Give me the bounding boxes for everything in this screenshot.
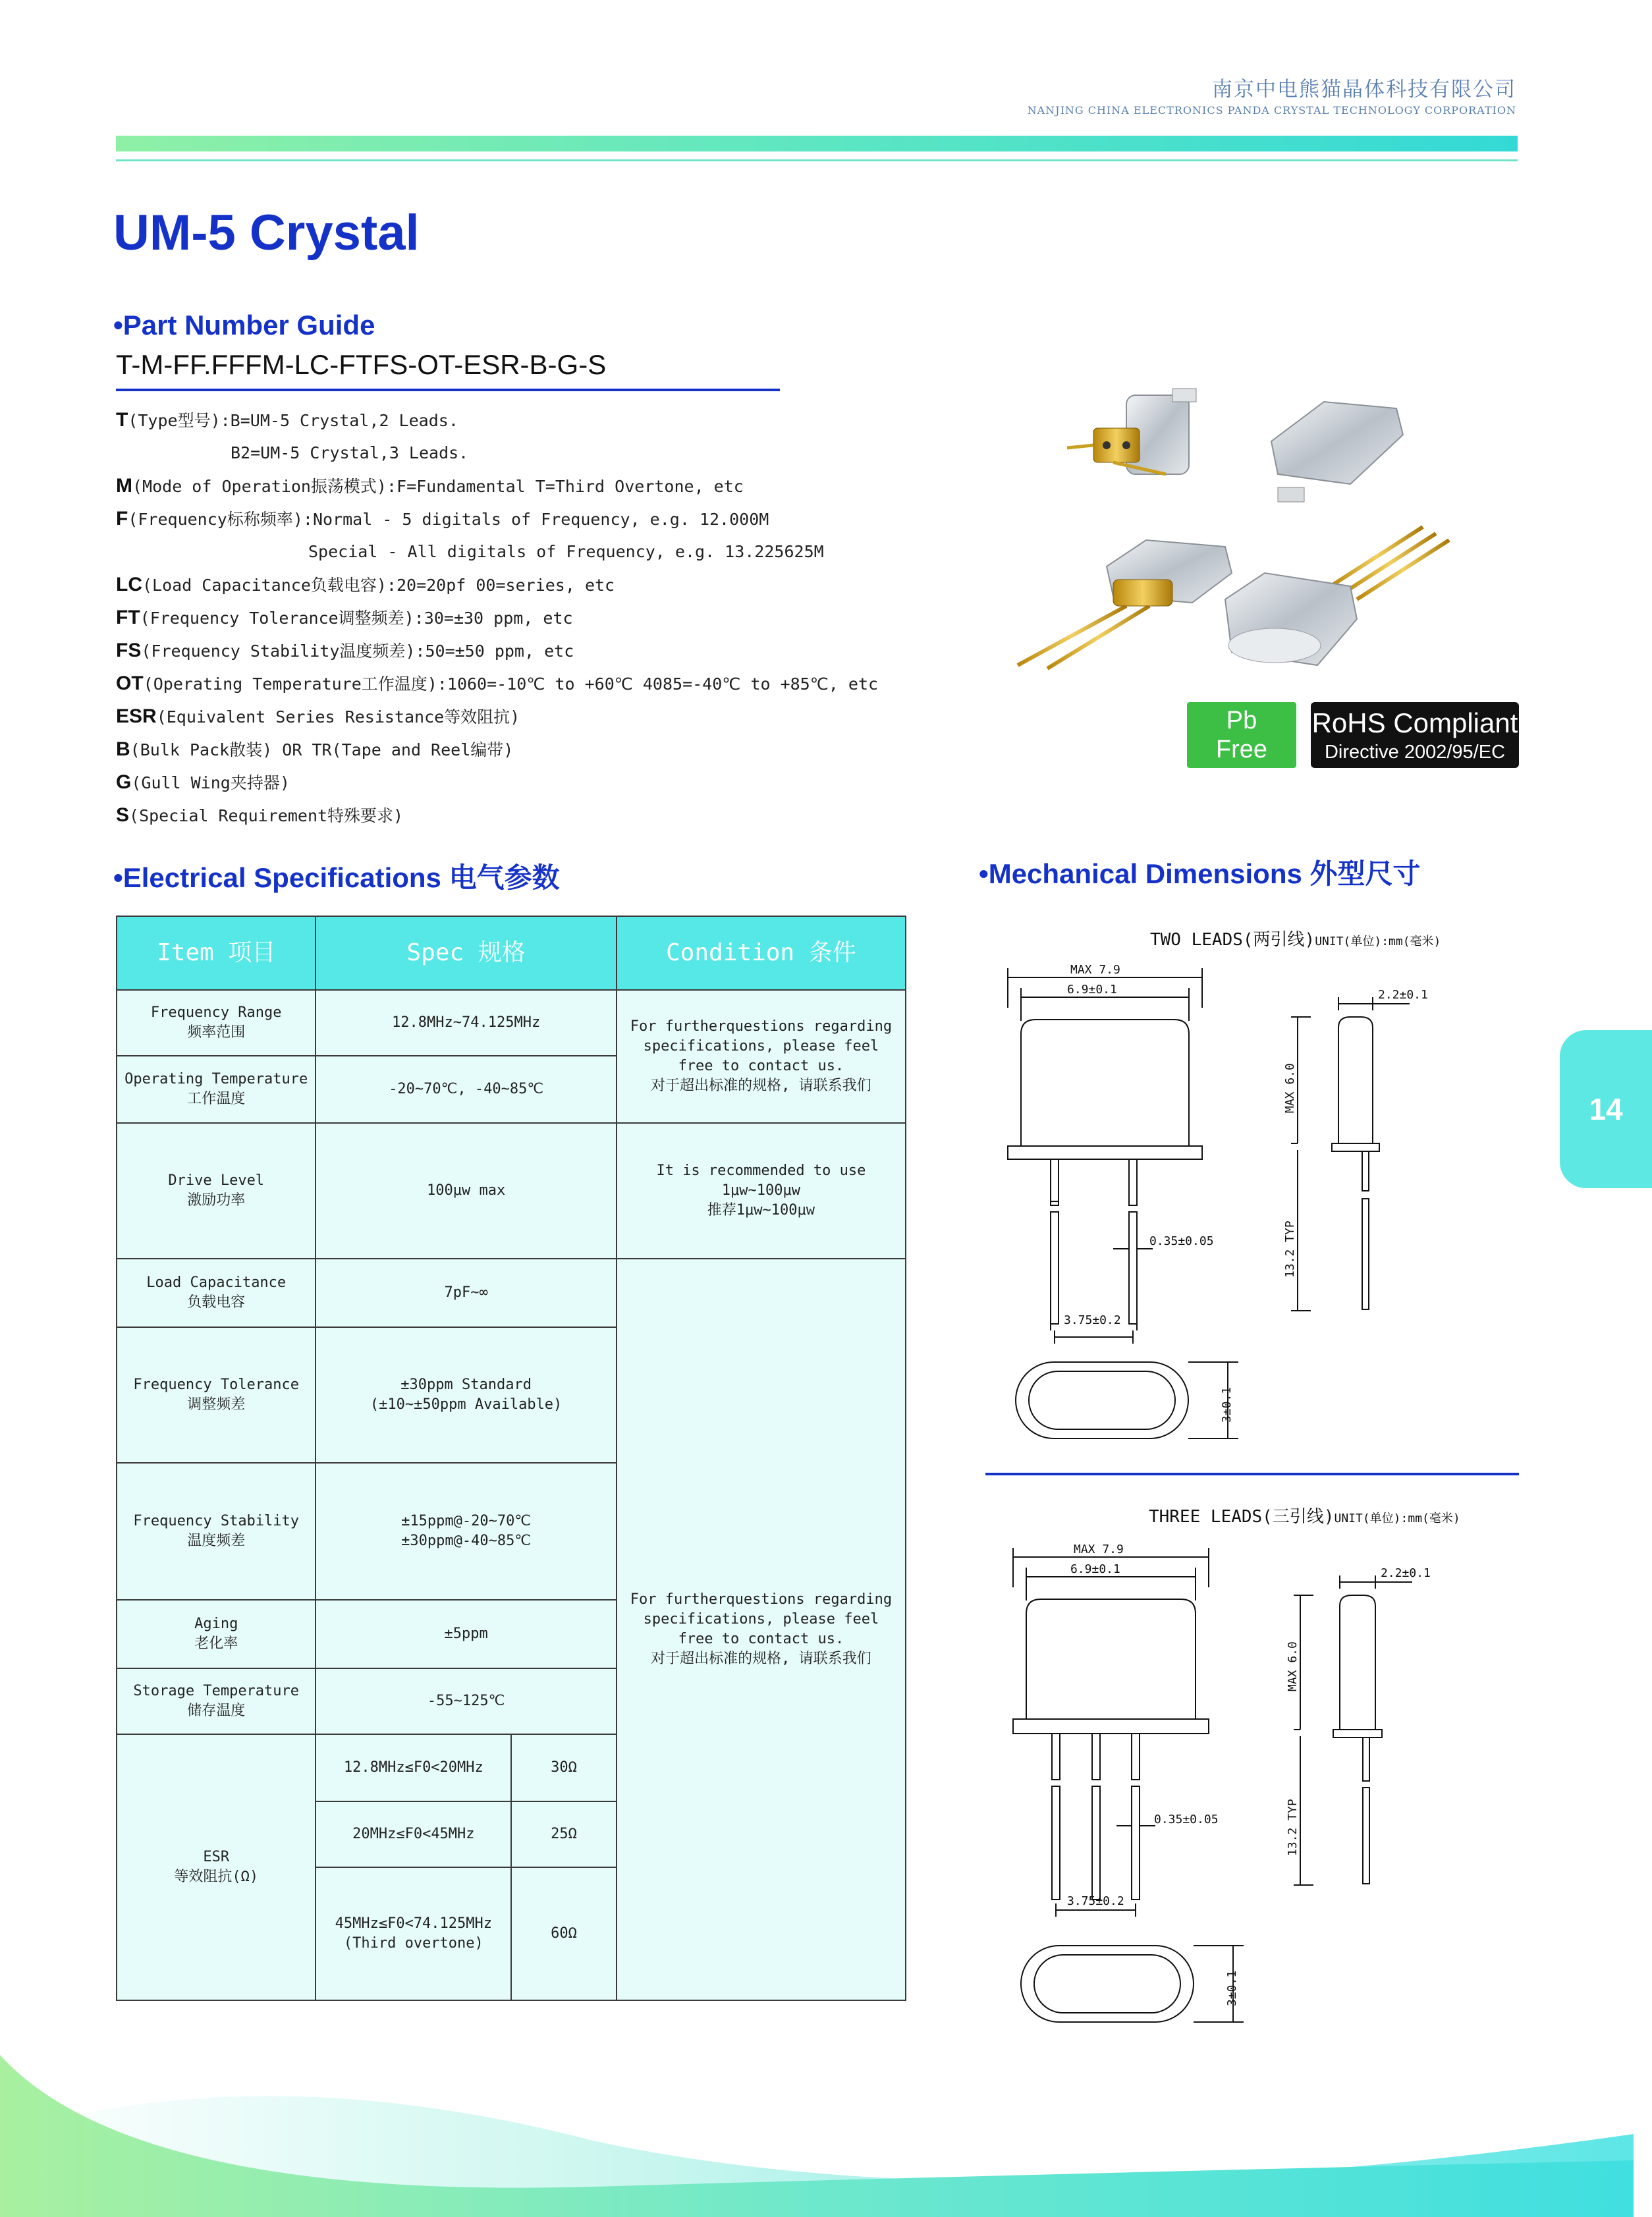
guide-row: B2=UM-5 Crystal,3 Leads. [231, 443, 469, 462]
part-number-guide [116, 407, 939, 835]
dim-pitch: 3.75±0.2 [1064, 1313, 1121, 1327]
part-number-underline [116, 389, 780, 391]
table-header: Spec 规格 [316, 916, 616, 990]
dim-max-height: MAX 6.0 [1283, 1063, 1297, 1113]
guide-row: M(Mode of Operation振荡模式):F=Fundamental T=Third Overtone, etc [116, 475, 744, 497]
dim-body-width: 6.9±0.1 [1067, 983, 1117, 997]
crystal-photo-1 [1067, 389, 1196, 474]
table-row: Aging 老化率 ±5ppm [117, 1600, 906, 1668]
product-photo [1014, 375, 1462, 692]
table-row: Load Capacitance 负载电容 7pF~∞ For furtherquestions regarding specifications, please feel free to contact us. 对于超出标准的规格, 请联系我们 [117, 1259, 906, 1327]
guide-row: FT(Frequency Tolerance调整频差):30=±30 ppm, etc [116, 607, 573, 628]
table-row: Frequency Tolerance 调整频差 ±30ppm Standard (±10~±50ppm Available) [117, 1327, 906, 1463]
condition-cell: For furtherquestions regarding specifications, please feel free to contact us. 对于超出标准的规格, 请联系我们 [617, 990, 906, 1123]
table-header: Condition 条件 [617, 916, 906, 990]
crystal-photo-2 [1271, 402, 1403, 502]
guide-row: F(Frequency标称频率):Normal - 5 digitals of Frequency, e.g. 12.000M [116, 508, 769, 530]
part-number-code: T-M-FF.FFFM-LC-FTFS-OT-ESR-B-G-S [116, 349, 607, 380]
condition-cell: It is recommended to use 1μw~100μw 推荐1μw~100μw [617, 1123, 906, 1259]
guide-row: G(Gull Wing夹持器) [116, 771, 290, 793]
guide-row: ESR(Equivalent Series Resistance等效阻抗) [116, 705, 520, 727]
guide-row: FS(Frequency Stability温度频差):50=±50 ppm, etc [116, 640, 574, 661]
table-row: ESR 等效阻抗(Ω) 12.8MHz≤F0<20MHz 30Ω [117, 1734, 906, 1801]
two-leads-end-view [1014, 1357, 1252, 1442]
part-number-heading: •Part Number Guide [113, 310, 375, 341]
two-leads-label: TWO LEADS(两引线)UNIT(单位):mm(毫米) [1150, 930, 1441, 950]
three-leads-label: THREE LEADS(三引线)UNIT(单位):mm(毫米) [1149, 1507, 1460, 1527]
three-leads-end-view [1020, 1940, 1257, 2026]
guide-row: Special - All digitals of Frequency, e.g. 13.225625M [308, 542, 824, 561]
dim-lead-dia: 0.35±0.05 [1154, 1813, 1219, 1826]
header-divider [116, 159, 1518, 161]
crystal-photo-4 [1225, 527, 1449, 665]
crystal-photo-3 [1018, 540, 1232, 669]
mechanical-heading: •Mechanical Dimensions 外型尺寸 [979, 858, 1421, 889]
three-leads-front-view [995, 1541, 1258, 1917]
guide-row: S(Special Requirement特殊要求) [116, 804, 404, 826]
dim-pitch: 3.75±0.2 [1067, 1894, 1124, 1908]
dim-thickness: 2.2±0.1 [1378, 988, 1428, 1002]
electrical-heading: •Electrical Specifications 电气参数 [113, 862, 560, 893]
dim-lead-length: 13.2 TYP [1286, 1799, 1300, 1856]
rohs-badge: RoHS Compliant Directive 2002/95/EC [1311, 702, 1519, 768]
header-gradient-bar [116, 136, 1518, 151]
dim-max-width: MAX 7.9 [1070, 963, 1120, 977]
guide-row: OT(Operating Temperature工作温度):1060=-10℃ to +60℃ 4085=-40℃ to +85℃, etc [116, 672, 879, 694]
table-row: Frequency Stability 温度频差 ±15ppm@-20~70℃ ±30ppm@-40~85℃ [117, 1463, 906, 1600]
dim-lead-dia: 0.35±0.05 [1149, 1234, 1214, 1248]
table-row: Storage Temperature 储存温度 -55~125℃ [117, 1668, 906, 1734]
table-row: Drive Level 激励功率 100μw max It is recommended to use 1μw~100μw 推荐1μw~100μw [117, 1123, 906, 1259]
footer-wave [0, 2029, 1634, 2217]
dim-thickness: 2.2±0.1 [1381, 1566, 1431, 1580]
guide-row: LC(Load Capacitance负载电容):20=20pf 00=series, etc [116, 574, 615, 595]
table-row: Frequency Range 频率范围 12.8MHz~74.125MHz For furtherquestions regarding specifications, please feel free to contact us. 对于超出标准的规格, 请联系我们 [117, 990, 906, 1056]
condition-cell: For furtherquestions regarding specifications, please feel free to contact us. 对于超出标准的规格, 请联系我们 [617, 1259, 906, 2000]
dim-max-height: MAX 6.0 [1286, 1641, 1300, 1691]
table-header: Item 项目 [117, 916, 316, 990]
two-leads-side-view [1278, 981, 1428, 1324]
table-row: 45MHz≤F0<74.125MHz (Third overtone) 60Ω [117, 1867, 906, 2000]
table-row: Operating Temperature 工作温度 -20~70℃, -40~85℃ [117, 1056, 906, 1123]
company-name-cn: 南京中电熊猫晶体科技有限公司 [1212, 78, 1516, 101]
mechanical-divider [985, 1473, 1519, 1475]
pb-free-badge: Pb Free [1187, 702, 1296, 768]
dim-end-view: 3±0.1 [1225, 1970, 1239, 2006]
dim-max-width: MAX 7.9 [1074, 1543, 1124, 1556]
dim-lead-length: 13.2 TYP [1283, 1220, 1297, 1278]
guide-row: B(Bulk Pack散装) OR TR(Tape and Reel编带) [116, 738, 514, 760]
table-row: 20MHz≤F0<45MHz 25Ω [117, 1801, 906, 1867]
three-leads-side-view [1280, 1560, 1431, 1902]
electrical-spec-table [116, 916, 906, 2001]
page-title: UM-5 Crystal [113, 205, 420, 261]
page-number-tab: 14 [1560, 1030, 1652, 1188]
dim-body-width: 6.9±0.1 [1070, 1562, 1120, 1576]
guide-row: T(Type型号):B=UM-5 Crystal,2 Leads. [116, 409, 458, 431]
dim-end-view: 3±0.1 [1220, 1386, 1234, 1423]
company-name-en: NANJING CHINA ELECTRONICS PANDA CRYSTAL TECHNOLOGY CORPORATION [1027, 104, 1516, 117]
